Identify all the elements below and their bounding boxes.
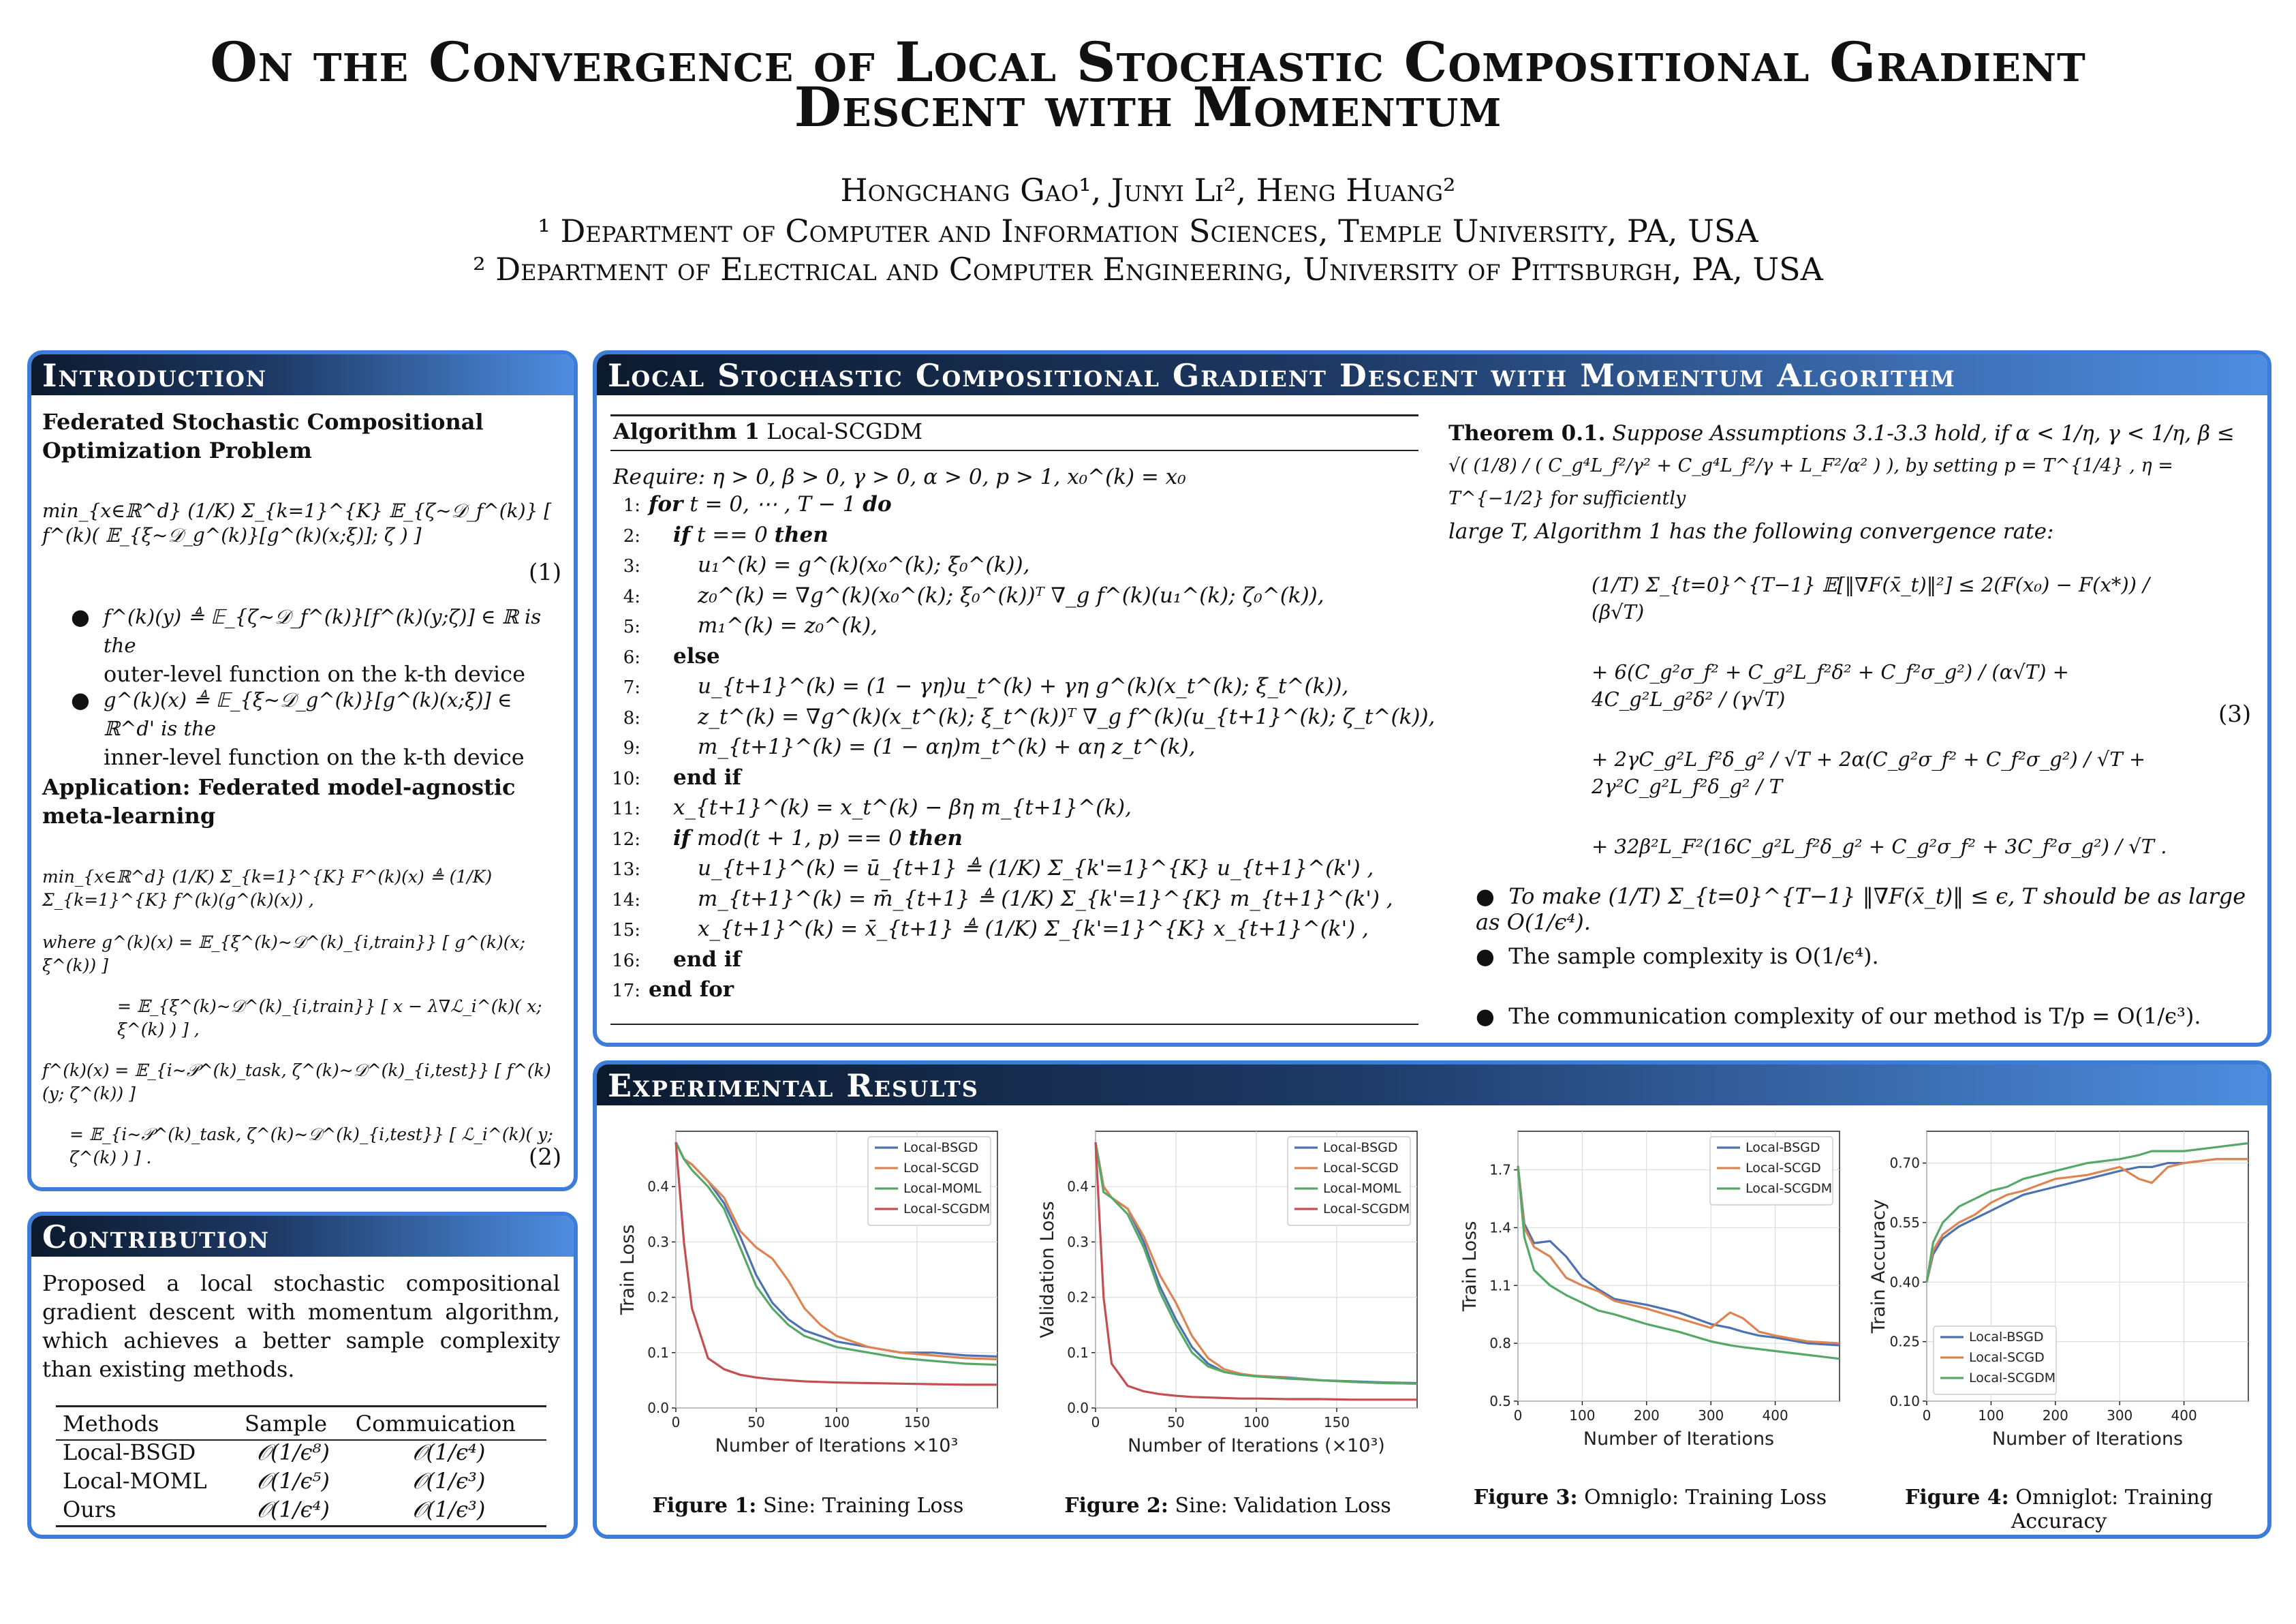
- algorithm-line-number: 13:: [612, 859, 640, 880]
- legend-label: Local-MOML: [1323, 1181, 1401, 1196]
- theorem-block: [1448, 417, 2252, 548]
- algorithm-line-text: z₀^(k) = ∇g^(k)(x₀^(k); ξ₀^(k))ᵀ ∇_g f^(k)(u₁^(k); ζ₀^(k)),: [698, 583, 1324, 608]
- x-axis-label: Number of Iterations: [1583, 1428, 1775, 1450]
- algorithm-line: [610, 553, 1029, 577]
- algorithm-top-rule: [610, 414, 1418, 416]
- table-cell: 𝒪(1/ϵ³): [412, 1497, 486, 1522]
- algorithm-line: [610, 735, 1196, 759]
- y-tick-label: 0.4: [647, 1178, 669, 1195]
- y-axis-label: Train Loss: [617, 1224, 638, 1315]
- algorithm-line: [610, 583, 1324, 608]
- y-axis-label: Train Loss: [1459, 1221, 1480, 1312]
- legend-label: Local-SCGDM: [1969, 1370, 2056, 1385]
- algorithm-line-text: end if: [673, 765, 741, 790]
- contribution-text: Proposed a local stochastic compositional gradient descent with momentum algorithm, which achieves a better sample complexity than existing methods.: [42, 1270, 560, 1382]
- y-tick-label: 0.3: [1067, 1234, 1089, 1251]
- figure-1-label: Figure 1:: [652, 1494, 757, 1518]
- algorithm-line-number: 1:: [623, 495, 640, 516]
- theorem-bullet: [1476, 943, 2252, 1003]
- algorithm-line-text: x_{t+1}^(k) = x_t^(k) − βη m_{t+1}^(k),: [673, 795, 1132, 820]
- algorithm-line-number: 11:: [612, 799, 640, 819]
- chart-omniglot-training-loss: [1453, 1122, 1848, 1462]
- algorithm-line-text: for t = 0, ⋯ , T − 1 do: [649, 492, 892, 517]
- figure-1-caption: [610, 1494, 1006, 1518]
- algorithm-line-text: if mod(t + 1, p) == 0 then: [673, 825, 963, 851]
- y-tick-label: 1.7: [1489, 1161, 1511, 1178]
- algorithm-line-number: 15:: [612, 920, 640, 940]
- algorithm-line-number: 10:: [612, 768, 640, 789]
- y-tick-label: 1.1: [1489, 1277, 1511, 1294]
- theorem-text-1: Suppose Assumptions 3.1-3.3 hold, if α < 1/η, γ < 1/η, β ≤: [1612, 421, 2235, 446]
- legend-label: Local-SCGDM: [1746, 1181, 1833, 1196]
- legend-label: Local-SCGDM: [903, 1201, 991, 1216]
- convergence-line-3: + 2γC_g²L_f²δ_g² / √T + 2α(C_g²σ_f² + C_f²σ_g²) / √T + 2γ²C_g²L_f²δ_g² / T: [1592, 748, 2146, 798]
- x-tick-label: 150: [1323, 1414, 1350, 1430]
- algorithm-line-number: 2:: [623, 525, 640, 547]
- legend-label: Local-MOML: [903, 1181, 982, 1196]
- algorithm-label: Algorithm 1: [613, 418, 760, 444]
- y-tick-label: 0.4: [1067, 1178, 1089, 1195]
- legend-label: Local-SCGD: [1746, 1161, 1821, 1176]
- algorithm-require: Require: η > 0, β > 0, γ > 0, α > 0, p > 1, x₀^(k) = x₀: [613, 465, 1186, 489]
- legend-label: Local-BSGD: [1323, 1140, 1398, 1155]
- algorithm-line-number: 7:: [623, 677, 640, 698]
- bullet-dot: ●: [71, 687, 90, 713]
- algorithm-line: [610, 613, 878, 638]
- theorem-bullet-text: To make (1/T) Σ_{t=0}^{T−1} ‖∇F(x̄_t)‖ ≤ ϵ, T should be as large as O(1/ϵ⁴).: [1476, 883, 2246, 935]
- figure-2-label: Figure 2:: [1064, 1494, 1168, 1518]
- x-tick-label: 0: [1513, 1407, 1523, 1424]
- y-tick-label: 1.4: [1489, 1219, 1511, 1236]
- figure-4-label: Figure 4:: [1904, 1486, 2009, 1510]
- table-cell: 𝒪(1/ϵ⁵): [256, 1468, 330, 1494]
- equation-2-line-3: = 𝔼_{ξ^(k)∼𝒟^(k)_{i,train}} [ x − λ∇ℒ_i^(k)( x; ξ^(k) ) ] ,: [117, 996, 542, 1039]
- algorithm-line-text: else: [673, 643, 720, 669]
- title-line-2: Descent with Momentum: [794, 75, 1502, 139]
- theorem-bullets: [1476, 883, 2252, 1044]
- figure-2-caption: [1030, 1494, 1425, 1518]
- theorem-line-3: large T, Algorithm 1 has the following convergence rate:: [1448, 519, 2054, 544]
- x-axis-label: Number of Iterations (×10³): [1128, 1435, 1385, 1456]
- table-cell: Local-BSGD: [63, 1439, 196, 1465]
- y-tick-label: 0.10: [1889, 1393, 1920, 1409]
- chart-omniglot-training-accuracy: [1861, 1122, 2256, 1462]
- algorithm-line: [610, 917, 1369, 941]
- y-axis-label: Train Accuracy: [1868, 1199, 1889, 1334]
- algorithm-line-text: end for: [649, 977, 734, 1002]
- bullet-dot: ●: [1476, 1003, 1495, 1029]
- figure-1-text: Sine: Training Loss: [762, 1494, 964, 1518]
- algorithm-line-number: 9:: [623, 738, 640, 759]
- equation-1: min_{x∈ℝ^d} (1/K) Σ_{k=1}^{K} 𝔼_{ζ∼𝒟_f^(k)} [ f^(k)( 𝔼_{ξ∼𝒟_g^(k)}[g^(k)(x;ξ)]; ζ ) ]: [42, 500, 552, 547]
- table-top-rule: [56, 1405, 546, 1407]
- table-header-row: [56, 1409, 549, 1438]
- x-tick-label: 50: [747, 1414, 765, 1430]
- bullet-1-formula: f^(k)(y) ≜ 𝔼_{ζ∼𝒟_f^(k)}[f^(k)(y;ζ)] ∈ ℝ is the: [104, 605, 542, 657]
- affiliation-2: ² Department of Electrical and Computer Engineering, University of Pittsburgh, PA, USA: [473, 251, 1823, 288]
- x-tick-label: 300: [1698, 1407, 1724, 1424]
- y-tick-label: 0.1: [1067, 1344, 1089, 1361]
- theorem-bullet: [1476, 883, 2252, 943]
- y-tick-label: 0.70: [1889, 1154, 1920, 1171]
- complexity-table: [56, 1409, 549, 1524]
- algorithm-line: [610, 947, 741, 972]
- theorem-line-2: √( (1/8) / ( C_g⁴L_f²/γ² + C_g⁴L_f²/γ + L_F²/α² ) ), by setting p = T^{1/4} , η = T^{−1/2} for sufficiently: [1448, 455, 2173, 509]
- table-cell: 𝒪(1/ϵ⁴): [256, 1497, 330, 1522]
- equation-2: [42, 865, 567, 1169]
- x-tick-label: 400: [1762, 1407, 1788, 1424]
- figure-4-caption: [1861, 1486, 2256, 1533]
- algorithm-line-number: 14:: [612, 889, 640, 910]
- legend-label: Local-BSGD: [1969, 1330, 2044, 1345]
- introduction-heading: Introduction: [31, 354, 574, 395]
- x-tick-label: 100: [1243, 1414, 1270, 1430]
- equation-1-number: (1): [529, 559, 562, 586]
- contribution-heading: Contribution: [31, 1216, 574, 1257]
- legend-label: Local-SCGD: [1323, 1161, 1399, 1176]
- algorithm-line-text: m₁^(k) = z₀^(k),: [698, 613, 878, 638]
- poster-title: [0, 30, 2296, 139]
- table-bottom-rule: [56, 1525, 546, 1527]
- table-cell: 𝒪(1/ϵ⁴): [412, 1439, 486, 1465]
- legend-label: Local-SCGDM: [1323, 1201, 1410, 1216]
- x-tick-label: 0: [671, 1414, 681, 1430]
- algorithm-line: [610, 795, 1132, 820]
- table-header-methods: Methods: [63, 1411, 159, 1437]
- bullet-outer-function: [42, 602, 560, 688]
- figure-3-text: Omniglo: Training Loss: [1584, 1486, 1827, 1510]
- y-tick-label: 0.8: [1489, 1335, 1511, 1352]
- y-tick-label: 0.2: [1067, 1289, 1089, 1306]
- convergence-line-2: + 6(C_g²σ_f² + C_g²L_f²δ² + C_f²σ_g²) / (α√T) + 4C_g²L_g²δ² / (γ√T): [1592, 660, 2069, 711]
- x-tick-label: 100: [1978, 1407, 2004, 1424]
- figure-4-text: Omniglot: Training Accuracy: [2011, 1486, 2214, 1533]
- convergence-line-1: (1/T) Σ_{t=0}^{T−1} 𝔼[‖∇F(x̄_t)‖²] ≤ 2(F(x₀) − F(x*)) / (β√T): [1592, 573, 2150, 624]
- algorithm-name: Local-SCGDM: [766, 418, 923, 444]
- equation-2-line-5: = 𝔼_{i∼𝒫^(k)_task, ζ^(k)∼𝒟^(k)_{i,test}} [ ℒ_i^(k)( y; ζ^(k) ) ] .: [69, 1124, 553, 1167]
- intro-subhead: Federated Stochastic Compositional Optimization Problem: [42, 409, 484, 463]
- y-tick-label: 0.3: [647, 1234, 669, 1251]
- bullet-1-text: outer-level function on the k-th device: [104, 661, 525, 687]
- algorithm-title: [613, 418, 922, 444]
- authors: Hongchang Gao¹, Junyi Li², Heng Huang²: [840, 172, 1456, 209]
- bullet-dot: ●: [71, 604, 90, 630]
- bullet-2-text: inner-level function on the k-th device: [104, 744, 525, 770]
- x-axis-label: Number of Iterations: [1991, 1428, 2184, 1450]
- algorithm-line: [610, 705, 1435, 729]
- title-line-1: On the Convergence of Local Stochastic Compositional Gradient: [210, 30, 2086, 94]
- theorem-bullet: [1476, 1003, 2252, 1044]
- legend-label: Local-SCGD: [1969, 1350, 2045, 1365]
- algorithm-line-text: u_{t+1}^(k) = (1 − γη)u_t^(k) + γη g^(k)(x_t^(k); ξ_t^(k)),: [698, 674, 1349, 699]
- equation-2-line-1: min_{x∈ℝ^d} (1/K) Σ_{k=1}^{K} F^(k)(x) ≜ (1/K) Σ_{k=1}^{K} f^(k)(g^(k)(x)) ,: [42, 867, 493, 910]
- algorithm-line-text: z_t^(k) = ∇g^(k)(x_t^(k); ξ_t^(k))ᵀ ∇_g f^(k)(u_{t+1}^(k); ζ_t^(k)),: [698, 704, 1436, 729]
- results-heading: Experimental Results: [597, 1064, 2267, 1105]
- bullet-2-formula: g^(k)(x) ≜ 𝔼_{ξ∼𝒟_g^(k)}[g^(k)(x;ξ)] ∈ ℝ^d' is the: [104, 688, 512, 740]
- algorithm-line-text: m_{t+1}^(k) = (1 − αη)m_t^(k) + αη z_t^(k),: [698, 735, 1196, 759]
- table-header-communication: Commuication: [355, 1411, 516, 1437]
- algorithm-line-text: m_{t+1}^(k) = m̄_{t+1} ≜ (1/K) Σ_{k'=1}^{K} m_{t+1}^(k') ,: [698, 886, 1393, 911]
- algorithm-line: [610, 674, 1348, 699]
- algorithm-line: [610, 523, 828, 547]
- x-tick-label: 50: [1167, 1414, 1185, 1430]
- convergence-equation-number: (3): [2218, 701, 2252, 728]
- theorem-bullet-text: The sample complexity is O(1/ϵ⁴).: [1508, 943, 1879, 969]
- table-header-rule: [56, 1439, 546, 1441]
- y-tick-label: 0.25: [1889, 1333, 1920, 1350]
- contribution-panel: [27, 1212, 578, 1539]
- results-panel: [593, 1060, 2271, 1539]
- x-tick-label: 100: [1569, 1407, 1596, 1424]
- algorithm-bottom-rule: [610, 1024, 1418, 1025]
- algorithm-body: [610, 492, 1436, 1010]
- x-tick-label: 0: [1922, 1407, 1932, 1424]
- algorithm-line-number: 17:: [612, 981, 640, 1001]
- table-row: [56, 1467, 549, 1495]
- x-tick-label: 200: [2042, 1407, 2068, 1424]
- algorithm-line: [610, 856, 1374, 880]
- convergence-equation: [1592, 571, 2191, 860]
- algorithm-line-number: 3:: [623, 556, 640, 577]
- algorithm-line: [610, 826, 963, 851]
- equation-2-line-4: f^(k)(x) = 𝔼_{i∼𝒫^(k)_task, ζ^(k)∼𝒟^(k)_{i,test}} [ f^(k)(y; ζ^(k)) ]: [42, 1060, 551, 1103]
- x-tick-label: 200: [1633, 1407, 1660, 1424]
- convergence-line-4: + 32β²L_F²(16C_g²L_f²δ_g² + C_g²σ_f² + 3C_f²σ_g²) / √T .: [1592, 835, 2167, 858]
- y-tick-label: 0.1: [647, 1344, 669, 1361]
- x-tick-label: 300: [2107, 1407, 2133, 1424]
- y-tick-label: 0.0: [647, 1400, 669, 1416]
- y-tick-label: 0.40: [1889, 1274, 1920, 1291]
- algorithm-line-text: u_{t+1}^(k) = ū_{t+1} ≜ (1/K) Σ_{k'=1}^{K} u_{t+1}^(k') ,: [698, 856, 1374, 880]
- theorem-line-1: [1448, 417, 2252, 450]
- table-cell: Ours: [63, 1497, 117, 1522]
- table-row: [56, 1495, 549, 1524]
- legend-label: Local-SCGD: [903, 1161, 979, 1176]
- introduction-panel: [27, 350, 578, 1191]
- algorithm-line: [610, 765, 741, 790]
- table-cell: 𝒪(1/ϵ⁸): [256, 1439, 330, 1465]
- algorithm-line: [610, 977, 734, 1002]
- x-tick-label: 400: [2171, 1407, 2197, 1424]
- algorithm-panel: [593, 350, 2271, 1047]
- y-tick-label: 0.2: [647, 1289, 669, 1306]
- algorithm-line-number: 16:: [612, 950, 640, 971]
- algorithm-line-number: 12:: [612, 829, 640, 850]
- y-tick-label: 0.0: [1067, 1400, 1089, 1416]
- algorithm-line-number: 8:: [623, 707, 640, 729]
- algorithm-line-text: u₁^(k) = g^(k)(x₀^(k); ξ₀^(k)),: [698, 553, 1030, 577]
- algorithm-line-text: end if: [673, 947, 741, 972]
- figure-3-label: Figure 3:: [1473, 1486, 1578, 1510]
- algorithm-line-number: 5:: [623, 617, 640, 637]
- algorithm-line: [610, 644, 720, 669]
- table-cell: 𝒪(1/ϵ³): [412, 1468, 486, 1494]
- algorithm-heading: Local Stochastic Compositional Gradient Descent with Momentum Algorithm: [597, 354, 2267, 395]
- y-tick-label: 0.55: [1889, 1214, 1920, 1231]
- y-tick-label: 0.5: [1489, 1393, 1511, 1409]
- chart-sine-training-loss: [610, 1122, 1006, 1469]
- legend-label: Local-BSGD: [1746, 1140, 1820, 1155]
- y-axis-label: Validation Loss: [1037, 1201, 1058, 1338]
- algorithm-line-text: x_{t+1}^(k) = x̄_{t+1} ≜ (1/K) Σ_{k'=1}^{K} x_{t+1}^(k') ,: [698, 917, 1369, 941]
- table-cell: Local-MOML: [63, 1468, 207, 1494]
- x-axis-label: Number of Iterations ×10³: [715, 1435, 959, 1456]
- x-tick-label: 100: [823, 1414, 850, 1430]
- equation-2-line-2: where g^(k)(x) = 𝔼_{ξ^(k)∼𝒟^(k)_{i,train}} [ g^(k)(x; ξ^(k)) ]: [42, 932, 526, 975]
- chart-sine-validation-loss: [1030, 1122, 1425, 1469]
- bullet-dot: ●: [1476, 883, 1495, 909]
- application-heading: Application: Federated model-agnostic meta-learning: [42, 774, 516, 829]
- x-tick-label: 0: [1091, 1414, 1100, 1430]
- algorithm-title-rule: [610, 450, 1418, 451]
- equation-2-number: (2): [529, 1144, 562, 1171]
- algorithm-line: [610, 492, 892, 517]
- affiliation-1: ¹ Department of Computer and Information Sciences, Temple University, PA, USA: [538, 213, 1758, 249]
- bullet-dot: ●: [1476, 943, 1495, 969]
- theorem-bullet-text: The communication complexity of our method is T/p = O(1/ϵ³).: [1508, 1003, 2201, 1029]
- bullet-inner-function: [42, 686, 560, 771]
- algorithm-line-number: 6:: [623, 647, 640, 668]
- algorithm-line: [610, 887, 1393, 911]
- figure-2-text: Sine: Validation Loss: [1175, 1494, 1391, 1518]
- x-tick-label: 150: [903, 1414, 931, 1430]
- table-header-sample: Sample: [245, 1411, 328, 1437]
- theorem-label: Theorem 0.1.: [1448, 421, 1606, 446]
- legend-label: Local-BSGD: [903, 1140, 978, 1155]
- figure-3-caption: [1453, 1486, 1848, 1510]
- algorithm-line-number: 4:: [623, 586, 640, 607]
- algorithm-line-text: if t == 0 then: [673, 522, 828, 547]
- table-row: [56, 1438, 549, 1467]
